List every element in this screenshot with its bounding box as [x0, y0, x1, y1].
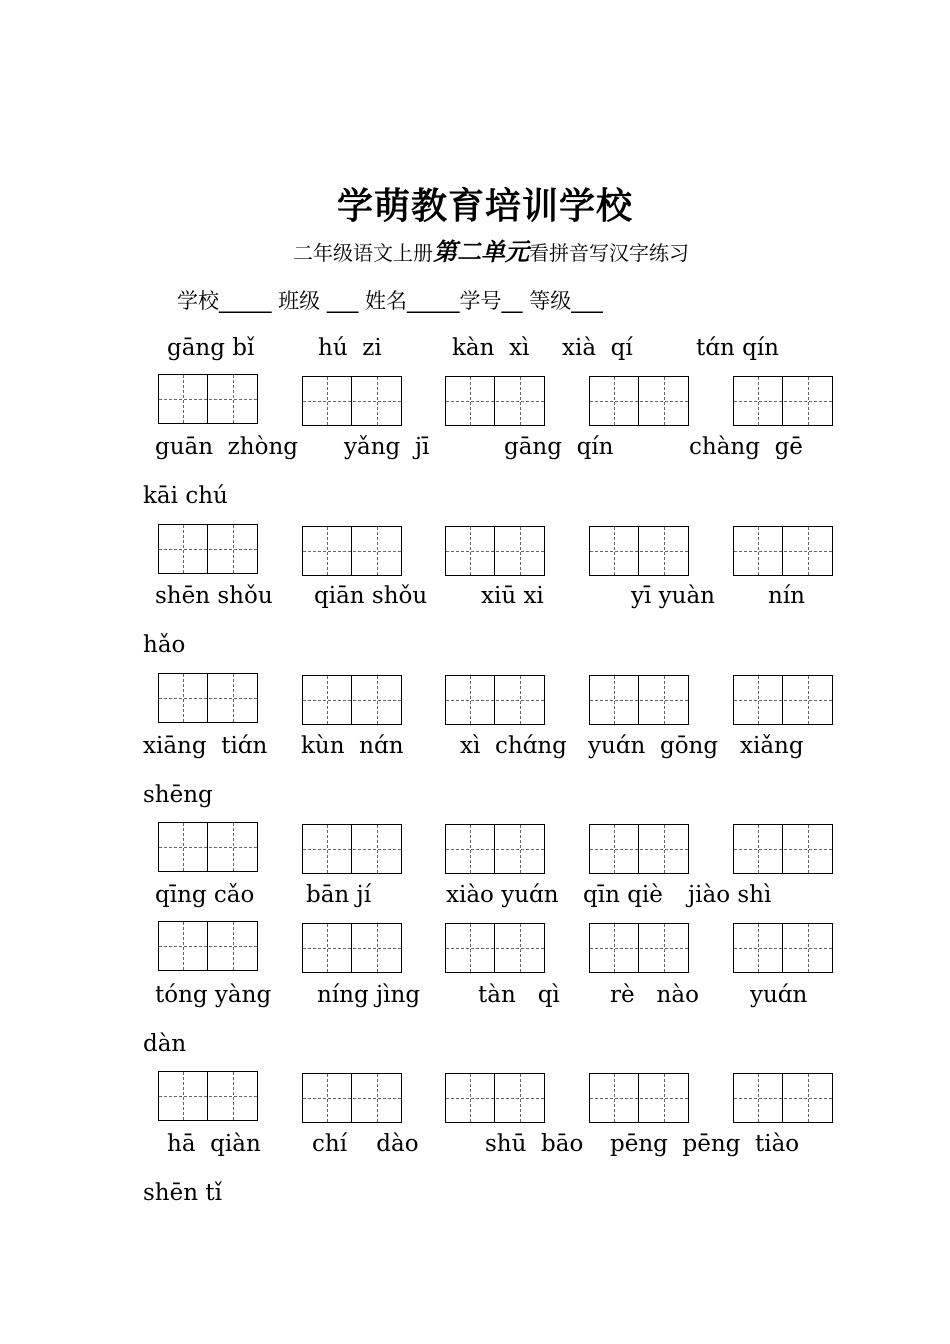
writing-box[interactable]: [158, 374, 258, 424]
grid-guide-line: [446, 948, 544, 949]
grid-guide-line: [303, 401, 401, 402]
grid-guide-line: [233, 674, 234, 722]
pinyin-label: qīng cǎo: [155, 882, 255, 908]
pinyin-label: chàng gē: [689, 434, 803, 460]
grid-guide-line: [734, 948, 832, 949]
grid-guide-line: [183, 823, 184, 871]
grid-guide-line: [590, 948, 688, 949]
pinyin-label: jiào shì: [688, 882, 772, 908]
grid-guide-line: [377, 1074, 378, 1122]
pinyin-label: xiāng tiɑ́n: [143, 733, 268, 759]
grid-guide-line: [520, 825, 521, 873]
grid-guide-line: [183, 375, 184, 423]
pinyin-label: kùn nɑ́n: [301, 733, 404, 759]
writing-box[interactable]: [445, 675, 545, 725]
grid-guide-line: [159, 847, 257, 848]
writing-box[interactable]: [589, 923, 689, 973]
grid-guide-line: [377, 527, 378, 575]
grid-guide-line: [183, 674, 184, 722]
grid-guide-line: [734, 700, 832, 701]
grid-guide-line: [520, 1074, 521, 1122]
pinyin-label: gāng qín: [504, 434, 614, 460]
pinyin-label: dàn: [143, 1031, 187, 1057]
grid-guide-line: [758, 527, 759, 575]
pinyin-label: níng jìng: [317, 982, 421, 1008]
grid-guide-line: [327, 676, 328, 724]
grid-guide-line: [303, 1098, 401, 1099]
grid-guide-line: [664, 377, 665, 425]
grid-guide-line: [614, 676, 615, 724]
grid-guide-line: [377, 825, 378, 873]
grid-guide-line: [470, 527, 471, 575]
pinyin-label: shū bāo: [485, 1131, 584, 1157]
pinyin-label: tàn qì: [478, 982, 560, 1008]
pinyin-label: chí dào: [312, 1131, 419, 1157]
grid-guide-line: [664, 924, 665, 972]
writing-box[interactable]: [445, 1073, 545, 1123]
grid-guide-line: [233, 525, 234, 573]
writing-box[interactable]: [733, 526, 833, 576]
grid-guide-line: [614, 527, 615, 575]
grid-guide-line: [327, 1074, 328, 1122]
grid-guide-line: [377, 377, 378, 425]
pinyin-label: yuɑ́n gōng: [588, 733, 719, 759]
pinyin-label: xiào yuɑ́n: [446, 882, 559, 908]
grid-guide-line: [520, 527, 521, 575]
pinyin-label: hú zi: [318, 335, 382, 361]
grid-guide-line: [590, 700, 688, 701]
writing-box[interactable]: [589, 526, 689, 576]
pinyin-label: shēng: [143, 782, 213, 808]
pinyin-label: guān zhòng: [155, 434, 298, 460]
grid-guide-line: [233, 922, 234, 970]
worksheet-subtitle: [0, 232, 950, 267]
writing-box[interactable]: [733, 923, 833, 973]
grid-guide-line: [614, 924, 615, 972]
writing-box[interactable]: [302, 675, 402, 725]
grid-guide-line: [734, 401, 832, 402]
grid-guide-line: [614, 1074, 615, 1122]
grid-guide-line: [303, 849, 401, 850]
pinyin-label: shēn shǒu: [155, 583, 273, 609]
grid-guide-line: [734, 551, 832, 552]
grid-guide-line: [614, 377, 615, 425]
grid-guide-line: [446, 700, 544, 701]
writing-box[interactable]: [589, 376, 689, 426]
writing-box[interactable]: [302, 526, 402, 576]
writing-box[interactable]: [158, 1071, 258, 1121]
grid-guide-line: [470, 924, 471, 972]
grid-guide-line: [664, 527, 665, 575]
grid-guide-line: [758, 825, 759, 873]
grid-guide-line: [470, 676, 471, 724]
grid-guide-line: [233, 823, 234, 871]
grid-guide-line: [446, 1098, 544, 1099]
writing-box[interactable]: [158, 822, 258, 872]
student-info-line: 学校_____ 班级 ___ 姓名_____学号__ 等级___: [177, 289, 603, 313]
writing-box[interactable]: [589, 1073, 689, 1123]
grid-guide-line: [377, 676, 378, 724]
grid-guide-line: [808, 924, 809, 972]
writing-box[interactable]: [733, 675, 833, 725]
pinyin-label: bān jí: [306, 882, 372, 908]
grid-guide-line: [758, 676, 759, 724]
grid-guide-line: [446, 849, 544, 850]
pinyin-label: nín: [768, 583, 805, 609]
writing-box[interactable]: [302, 376, 402, 426]
subtitle-unit: 第二单元: [433, 237, 529, 266]
writing-box[interactable]: [733, 376, 833, 426]
grid-guide-line: [470, 377, 471, 425]
grid-guide-line: [590, 401, 688, 402]
pinyin-label: qiān shǒu: [314, 583, 428, 609]
writing-box[interactable]: [158, 524, 258, 574]
grid-guide-line: [664, 825, 665, 873]
grid-guide-line: [183, 922, 184, 970]
grid-guide-line: [614, 825, 615, 873]
grid-guide-line: [470, 1074, 471, 1122]
writing-box[interactable]: [733, 824, 833, 874]
grid-guide-line: [758, 1074, 759, 1122]
grid-guide-line: [734, 849, 832, 850]
grid-guide-line: [159, 1096, 257, 1097]
grid-guide-line: [327, 924, 328, 972]
grid-guide-line: [183, 525, 184, 573]
writing-box[interactable]: [445, 376, 545, 426]
pinyin-label: qīn qiè: [583, 882, 663, 908]
grid-guide-line: [808, 825, 809, 873]
grid-guide-line: [520, 924, 521, 972]
page-title: 学萌教育培训学校: [336, 185, 633, 227]
pinyin-label: kàn xì: [452, 335, 530, 361]
writing-box[interactable]: [158, 673, 258, 723]
writing-box[interactable]: [302, 824, 402, 874]
subtitle-grade: 二年级语文上册: [293, 241, 433, 265]
grid-guide-line: [327, 527, 328, 575]
pinyin-label: yī yuàn: [631, 583, 715, 609]
grid-guide-line: [159, 946, 257, 947]
grid-guide-line: [446, 551, 544, 552]
writing-box[interactable]: [302, 1073, 402, 1123]
grid-guide-line: [303, 551, 401, 552]
writing-box[interactable]: [445, 526, 545, 576]
grid-guide-line: [664, 1074, 665, 1122]
writing-box[interactable]: [733, 1073, 833, 1123]
pinyin-label: xià qí: [562, 335, 633, 361]
grid-guide-line: [327, 825, 328, 873]
writing-box[interactable]: [302, 923, 402, 973]
pinyin-label: yǎng jī: [344, 434, 430, 460]
writing-box[interactable]: [445, 824, 545, 874]
grid-guide-line: [233, 375, 234, 423]
grid-guide-line: [303, 700, 401, 701]
pinyin-label: xiǎng: [740, 733, 804, 759]
grid-guide-line: [520, 676, 521, 724]
grid-guide-line: [183, 1072, 184, 1120]
grid-guide-line: [159, 399, 257, 400]
grid-guide-line: [303, 948, 401, 949]
pinyin-label: hǎo: [143, 632, 186, 658]
grid-guide-line: [734, 1098, 832, 1099]
grid-guide-line: [470, 825, 471, 873]
pinyin-label: rè nào: [610, 982, 699, 1008]
pinyin-label: xì chɑ́ng: [460, 733, 567, 759]
grid-guide-line: [808, 676, 809, 724]
grid-guide-line: [808, 527, 809, 575]
writing-box[interactable]: [445, 923, 545, 973]
pinyin-label: shēn tǐ: [143, 1180, 222, 1206]
pinyin-label: hā qiàn: [167, 1131, 261, 1157]
grid-guide-line: [327, 377, 328, 425]
writing-box[interactable]: [158, 921, 258, 971]
grid-guide-line: [446, 401, 544, 402]
grid-guide-line: [808, 1074, 809, 1122]
pinyin-label: tɑ́n qín: [696, 335, 779, 361]
grid-guide-line: [758, 377, 759, 425]
grid-guide-line: [159, 698, 257, 699]
pinyin-label: gāng bǐ: [167, 335, 255, 361]
grid-guide-line: [758, 924, 759, 972]
grid-guide-line: [808, 377, 809, 425]
pinyin-label: pēng pēng tiào: [610, 1131, 800, 1157]
writing-box[interactable]: [589, 824, 689, 874]
pinyin-label: xiū xi: [481, 583, 544, 609]
grid-guide-line: [590, 551, 688, 552]
grid-guide-line: [590, 849, 688, 850]
writing-box[interactable]: [589, 675, 689, 725]
grid-guide-line: [520, 377, 521, 425]
pinyin-label: kāi chú: [143, 483, 228, 509]
pinyin-label: tóng yàng: [155, 982, 272, 1008]
grid-guide-line: [590, 1098, 688, 1099]
grid-guide-line: [664, 676, 665, 724]
pinyin-label: yuɑ́n: [750, 982, 808, 1008]
grid-guide-line: [159, 549, 257, 550]
grid-guide-line: [377, 924, 378, 972]
grid-guide-line: [233, 1072, 234, 1120]
subtitle-task: 看拼音写汉字练习: [529, 241, 689, 265]
